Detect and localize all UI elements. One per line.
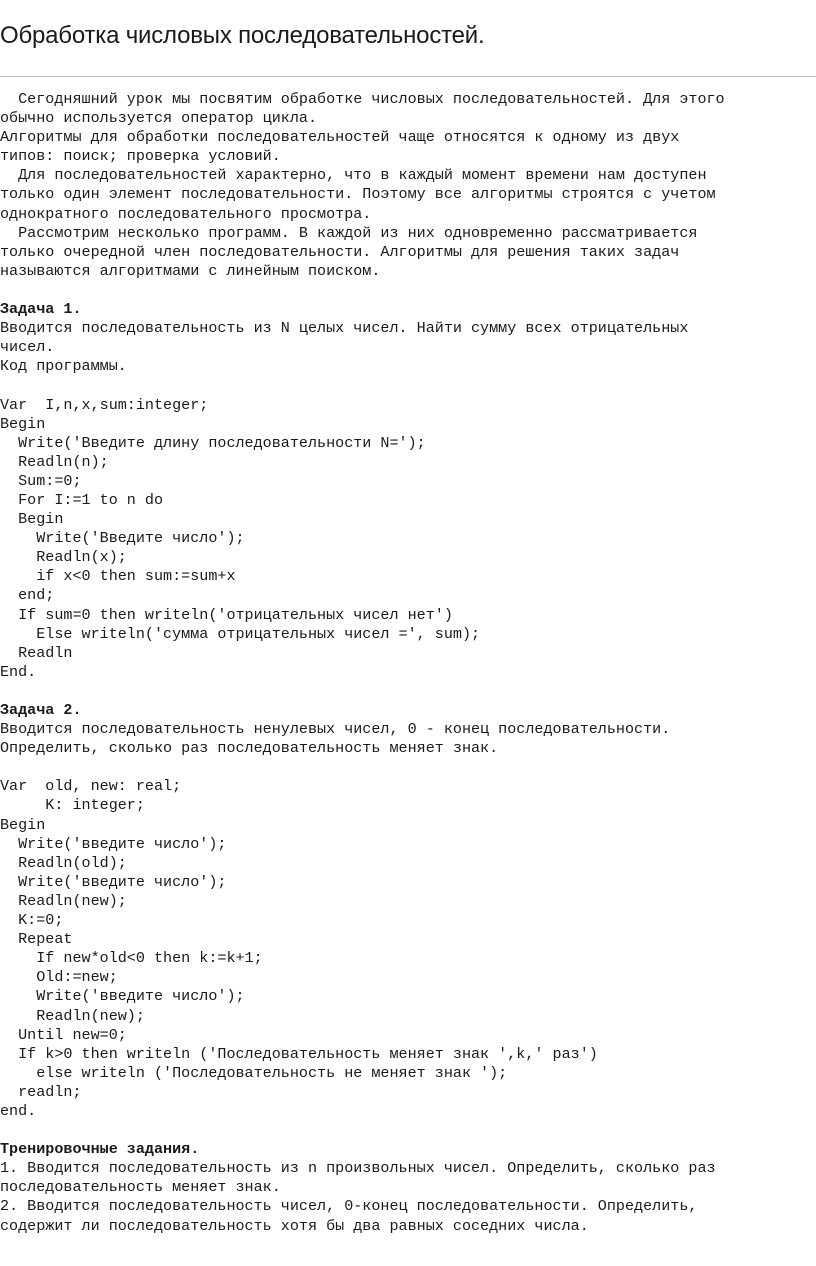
code-line: readln;: [0, 1082, 82, 1101]
code-line: K:=0;: [0, 911, 64, 930]
training-heading: Тренировочные задания.: [0, 1140, 200, 1159]
code-line: End.: [0, 662, 37, 681]
training-text-line: последовательность меняет знак.: [0, 1178, 281, 1197]
spacer: [0, 1121, 816, 1140]
intro-line: Для последовательностей характерно, что в каждый момент времени нам доступен: [0, 166, 707, 185]
task1-heading: Задача 1.: [0, 300, 82, 319]
code-line: Begin: [0, 510, 64, 529]
code-line: Write('Введите длину последовательности N=');: [0, 433, 426, 452]
code-line: Var old, new: real;: [0, 777, 182, 796]
spacer: [0, 682, 816, 701]
task2-section: [0, 701, 816, 1121]
training-text-line: 2. Вводится последовательность чисел, 0-конец последовательности. Определить,: [0, 1197, 698, 1216]
task2-text-line: Определить, сколько раз последовательность меняет знак.: [0, 739, 499, 758]
code-line: if x<0 then sum:=sum+x: [0, 567, 236, 586]
spacer: [0, 376, 816, 395]
code-line: Old:=new;: [0, 968, 118, 987]
spacer: [0, 281, 816, 300]
intro-line: обычно используется оператор цикла.: [0, 109, 318, 128]
intro-line: однократного последовательного просмотра.: [0, 204, 372, 223]
code-line: Readln(new);: [0, 891, 127, 910]
intro-line: Сегодняшний урок мы посвятим обработке числовых последовательностей. Для этого: [0, 90, 725, 108]
code-line: Readln: [0, 643, 73, 662]
code-line: Until new=0;: [0, 1025, 127, 1044]
training-text-line: 1. Вводится последовательность из n произвольных чисел. Определить, сколько раз: [0, 1159, 716, 1178]
intro-paragraph: [0, 90, 816, 281]
training-section: [0, 1140, 816, 1235]
code-line: Var I,n,x,sum:integer;: [0, 395, 209, 414]
task2-code-block: [0, 777, 816, 1121]
code-line: If k>0 then writeln ('Последовательность меняет знак ',k,' раз'): [0, 1044, 598, 1063]
training-text-line: содержит ли последовательность хотя бы два равных соседних числа.: [0, 1216, 589, 1235]
intro-line: Алгоритмы для обработки последовательностей чаще относятся к одному из двух: [0, 128, 680, 147]
code-line: Else writeln('сумма отрицательных чисел =', sum);: [0, 624, 481, 643]
code-line: K: integer;: [0, 796, 145, 815]
code-line: end.: [0, 1101, 37, 1120]
spacer: [0, 758, 816, 777]
code-line: end;: [0, 586, 55, 605]
code-line: Write('введите число');: [0, 987, 245, 1006]
task1-text-line: Вводится последовательность из N целых чисел. Найти сумму всех отрицательных: [0, 319, 689, 338]
intro-line: только один элемент последовательности. Поэтому все алгоритмы строятся с учетом: [0, 185, 716, 204]
task2-text-line: Вводится последовательность ненулевых чисел, 0 - конец последовательности.: [0, 720, 671, 739]
task1-section: [0, 300, 816, 682]
code-line: Write('введите число');: [0, 872, 227, 891]
code-line: Repeat: [0, 930, 73, 949]
title-divider: [0, 76, 816, 77]
code-line: Write('введите число');: [0, 834, 227, 853]
intro-line: только очередной член последовательности. Алгоритмы для решения таких задач: [0, 242, 680, 261]
page-title: Обработка числовых последовательностей.: [0, 22, 485, 49]
code-line: If sum=0 then writeln('отрицательных чисел нет'): [0, 605, 453, 624]
code-line: Write('Введите число');: [0, 529, 245, 548]
code-line: Readln(x);: [0, 548, 127, 567]
task2-heading: Задача 2.: [0, 701, 82, 719]
code-line: If new*old<0 then k:=k+1;: [0, 949, 263, 968]
task1-code-block: [0, 396, 816, 682]
code-line: Begin: [0, 414, 46, 433]
code-line: Readln(old);: [0, 853, 127, 872]
intro-line: типов: поиск; проверка условий.: [0, 147, 281, 166]
code-line: Sum:=0;: [0, 471, 82, 490]
document-body: [0, 90, 816, 1236]
intro-line: называются алгоритмами с линейным поиском.: [0, 261, 381, 280]
intro-line: Рассмотрим несколько программ. В каждой из них одновременно рассматривается: [0, 223, 698, 242]
task1-text-line: Код программы.: [0, 357, 127, 376]
code-line: else writeln ('Последовательность не меняет знак ');: [0, 1063, 508, 1082]
code-line: For I:=1 to n do: [0, 490, 164, 509]
code-line: Begin: [0, 815, 46, 834]
task1-text-line: чисел.: [0, 338, 55, 357]
code-line: Readln(n);: [0, 452, 109, 471]
code-line: Readln(new);: [0, 1006, 145, 1025]
